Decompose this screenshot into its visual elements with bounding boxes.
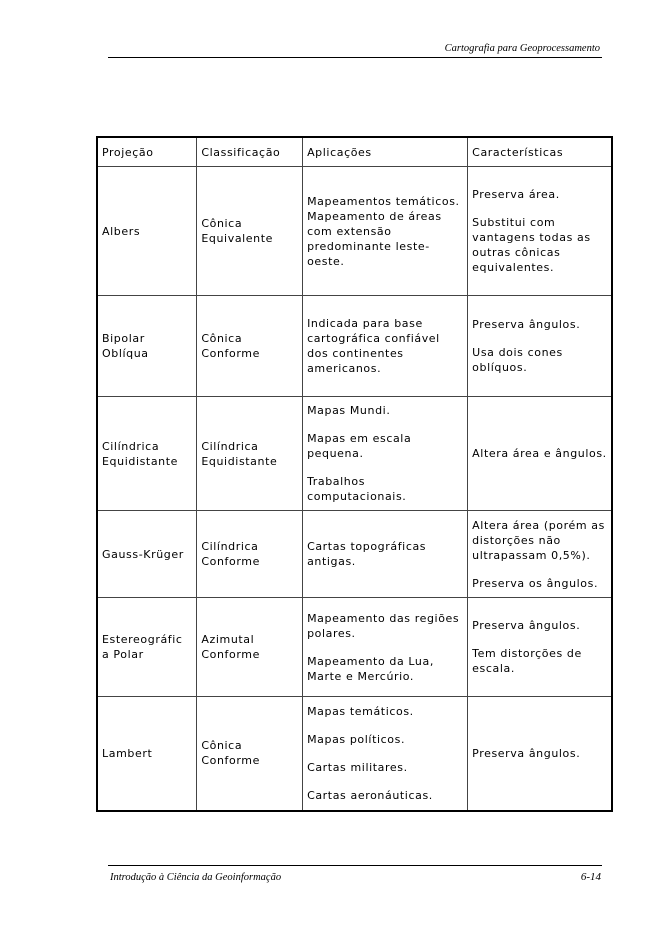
projections-table xyxy=(96,136,613,812)
classificacao-line: Cônica xyxy=(201,332,243,345)
classificacao-line: Conforme xyxy=(201,347,260,360)
page-number: 6-14 xyxy=(580,871,601,883)
aplicacoes-paragraph: Mapas políticos. xyxy=(307,732,406,746)
projecao-line: Oblíqua xyxy=(102,347,149,360)
caracteristicas-paragraph: Preserva os ângulos. xyxy=(472,576,599,590)
classificacao-line: Conforme xyxy=(201,754,260,768)
caracteristicas-paragraph: Substitui com vantagens todas as outras cônicas equivalentes. xyxy=(472,216,591,274)
aplicacoes-paragraph: Indicada para base cartográfica confiável dos continentes americanos. xyxy=(307,317,440,375)
classificacao-line: Cônica xyxy=(201,217,243,230)
table-row xyxy=(97,511,612,598)
aplicacoes-paragraph: Cartas topográficas antigas. xyxy=(307,540,427,568)
cell-aplicacoes xyxy=(303,167,468,296)
cell-classificacao xyxy=(197,598,303,697)
classificacao-line: Cilíndrica xyxy=(201,540,259,553)
cell-caracteristicas xyxy=(468,296,612,397)
cell-aplicacoes xyxy=(303,397,468,511)
cell-projecao xyxy=(97,296,197,397)
aplicacoes-paragraph: Cartas aeronáuticas. xyxy=(307,788,433,802)
projecao-line: Albers xyxy=(102,224,141,238)
aplicacoes-paragraph: Trabalhos computacionais. xyxy=(307,475,407,503)
classificacao-line: Cilíndrica xyxy=(201,439,259,453)
cell-aplicacoes xyxy=(303,598,468,697)
page-header-title: Cartografia para Geoprocessamento xyxy=(444,43,600,54)
projecao-line: Lambert xyxy=(102,746,153,760)
cell-projecao xyxy=(97,167,197,296)
caracteristicas-paragraph: Preserva área. xyxy=(472,188,560,201)
cell-projecao xyxy=(97,511,197,598)
classificacao-line: Equivalente xyxy=(201,232,274,245)
table-row xyxy=(97,397,612,511)
cell-projecao xyxy=(97,397,197,511)
table-row xyxy=(97,697,612,811)
caracteristicas-paragraph: Preserva ângulos. xyxy=(472,318,581,331)
cell-caracteristicas xyxy=(468,167,612,296)
aplicacoes-paragraph: Cartas militares. xyxy=(307,760,408,774)
cell-classificacao xyxy=(197,511,303,598)
caracteristicas-paragraph: Preserva ângulos. xyxy=(472,619,581,632)
classificacao-line: Equidistante xyxy=(201,454,278,468)
classificacao-line: Conforme xyxy=(201,555,260,568)
caracteristicas-paragraph: Altera área e ângulos. xyxy=(472,447,607,460)
cell-classificacao xyxy=(197,397,303,511)
cell-aplicacoes xyxy=(303,697,468,811)
aplicacoes-paragraph: Mapeamento da Lua, Marte e Mercúrio. xyxy=(307,654,434,683)
cell-classificacao xyxy=(197,697,303,811)
aplicacoes-paragraph: Mapeamentos temáticos. Mapeamento de áreas com extensão predominante leste-oeste. xyxy=(307,194,460,268)
caracteristicas-paragraph: Tem distorções de escala. xyxy=(472,647,582,675)
aplicacoes-paragraph: Mapas em escala pequena. xyxy=(307,432,412,460)
table-row xyxy=(97,167,612,296)
cell-aplicacoes xyxy=(303,511,468,598)
projecao-line: Bipolar xyxy=(102,332,145,345)
caracteristicas-paragraph: Preserva ângulos. xyxy=(472,746,581,760)
aplicacoes-paragraph: Mapas temáticos. xyxy=(307,704,414,718)
table-row xyxy=(97,598,612,697)
header-aplicacoes: Aplicações xyxy=(303,137,468,167)
table-header-row xyxy=(97,137,612,167)
cell-classificacao xyxy=(197,167,303,296)
projecao-line: a Polar xyxy=(102,648,144,661)
cell-caracteristicas xyxy=(468,697,612,811)
projecao-line: Equidistante xyxy=(102,454,179,468)
cell-caracteristicas xyxy=(468,397,612,511)
projecao-line: Gauss-Krüger xyxy=(102,547,184,561)
cell-projecao xyxy=(97,697,197,811)
header-projecao: Projeção xyxy=(97,137,197,167)
footer-title: Introdução à Ciência da Geoinformação xyxy=(110,872,282,883)
classificacao-line: Azimutal xyxy=(201,633,255,646)
caracteristicas-paragraph: Altera área (porém as distorções não ultrapassam 0,5%). xyxy=(472,518,605,562)
cell-caracteristicas xyxy=(468,511,612,598)
projecao-line: Estereográfic xyxy=(102,633,183,646)
aplicacoes-paragraph: Mapas Mundi. xyxy=(307,404,391,417)
header-rule xyxy=(108,57,602,58)
cell-aplicacoes xyxy=(303,296,468,397)
projecao-line: Cilíndrica xyxy=(102,439,160,453)
table-row xyxy=(97,296,612,397)
caracteristicas-paragraph: Usa dois cones oblíquos. xyxy=(472,346,563,374)
cell-caracteristicas xyxy=(468,598,612,697)
header-classificacao: Classificação xyxy=(197,137,303,167)
cell-projecao xyxy=(97,598,197,697)
aplicacoes-paragraph: Mapeamento das regiões polares. xyxy=(307,611,460,640)
classificacao-line: Cônica xyxy=(201,739,243,753)
header-caracteristicas: Características xyxy=(468,137,612,167)
cell-classificacao xyxy=(197,296,303,397)
classificacao-line: Conforme xyxy=(201,648,260,661)
footer-rule xyxy=(108,865,602,866)
